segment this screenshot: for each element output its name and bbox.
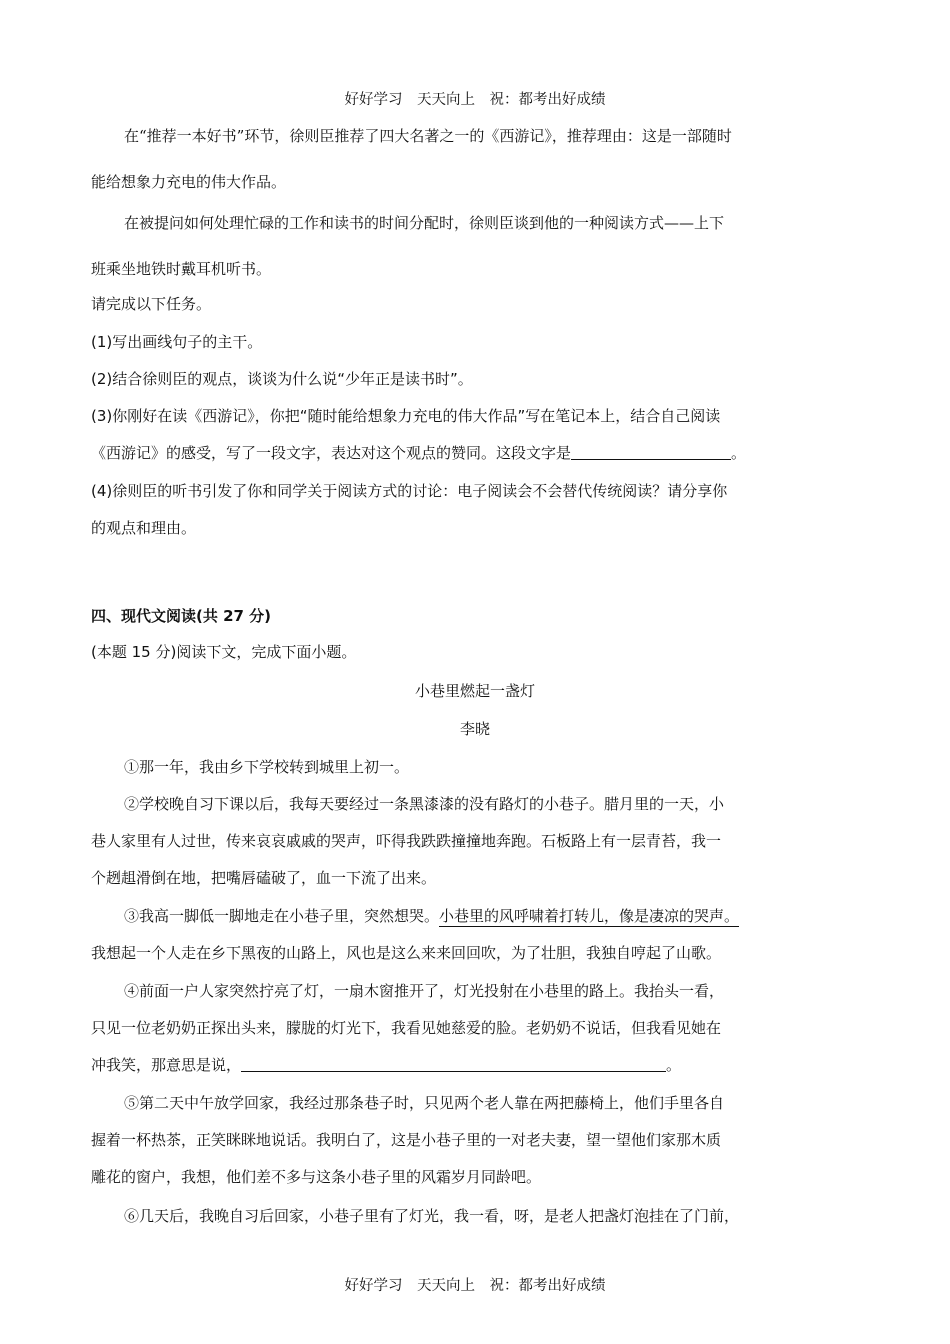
article-paragraph-4-cont: 只见一位老奶奶正探出头来，朦胧的灯光下，我看见她慈爱的脸。老奶奶不说话，但我看见她在 — [91, 1019, 722, 1037]
intro-paragraph-2-cont: 班乘坐地铁时戴耳机听书。 — [91, 260, 272, 278]
intro-paragraph-1-cont: 能给想象力充电的伟大作品。 — [91, 173, 287, 191]
section-title: 四、现代文阅读(共 27 分) — [91, 607, 272, 625]
article-paragraph-1: ①那一年，我由乡下学校转到城里上初一。 — [124, 758, 410, 776]
article-paragraph-5-cont: 握着一杯热茶，正笑眯眯地说话。我明白了，这是小巷子里的一对老夫妻，望一望他们家那木质 — [91, 1131, 722, 1149]
page-footer: 好好学习 天天向上 祝：都考出好成绩 — [344, 1278, 606, 1294]
article-paragraph-6: ⑥几天后，我晚自习后回家，小巷子里有了灯光，我一看，呀，是老人把盏灯泡挂在了门前， — [124, 1207, 740, 1225]
article-author: 李晓 — [459, 720, 490, 738]
article-paragraph-4: ④前面一户人家突然拧亮了灯，一扇木窗推开了，灯光投射在小巷里的路上。我抬头一看， — [124, 982, 725, 1000]
answer-blank[interactable] — [571, 445, 731, 460]
article-paragraph-3-cont: 我想起一个人走在乡下黑夜的山路上，风也是这么来来回回吹，为了壮胆，我独自哼起了山歌。 — [91, 944, 722, 962]
page-header: 好好学习 天天向上 祝：都考出好成绩 — [344, 92, 606, 108]
task-2: (2)结合徐则臣的观点，谈谈为什么说“少年正是读书时”。 — [91, 370, 473, 388]
intro-paragraph-1: 在“推荐一本好书”环节，徐则臣推荐了四大名著之一的《西游记》，推荐理由：这是一部随时 — [124, 127, 732, 145]
tasks-lead: 请完成以下任务。 — [91, 295, 212, 313]
task-4-cont: 的观点和理由。 — [91, 519, 197, 537]
task-3-text: 《西游记》的感受，写了一段文字，表达对这个观点的赞同。这段文字是 — [91, 444, 572, 462]
paragraph-3-text: ③我高一脚低一脚地走在小巷子里，突然想哭。 — [124, 907, 440, 925]
article-paragraph-2-cont: 个趔趄滑倒在地，把嘴唇磕破了，血一下流了出来。 — [91, 869, 437, 887]
task-1: (1)写出画线句子的主干。 — [91, 333, 263, 351]
answer-blank[interactable] — [241, 1057, 666, 1072]
section-subtitle: (本题 15 分)阅读下文，完成下面小题。 — [91, 643, 357, 661]
underlined-sentence: 小巷里的风呼啸着打转儿，像是凄凉的哭声。 — [439, 907, 740, 925]
paragraph-4-text: 冲我笑，那意思是说， — [91, 1056, 242, 1074]
intro-paragraph-2: 在被提问如何处理忙碌的工作和读书的时间分配时，徐则臣谈到他的一种阅读方式——上下 — [124, 214, 725, 232]
article-paragraph-5: ⑤第二天中午放学回家，我经过那条巷子时，只见两个老人靠在两把藤椅上，他们手里各自 — [124, 1094, 725, 1112]
task-3-cont — [91, 443, 746, 463]
article-title: 小巷里燃起一盏灯 — [414, 682, 535, 700]
article-paragraph-2: ②学校晚自习下课以后，我每天要经过一条黑漆漆的没有路灯的小巷子。腊月里的一天，小 — [124, 795, 725, 813]
article-paragraph-2-cont: 巷人家里有人过世，传来哀哀戚戚的哭声，吓得我跌跌撞撞地奔跑。石板路上有一层青苔，我一 — [91, 832, 722, 850]
article-paragraph-5-cont: 雕花的窗户，我想，他们差不多与这条小巷子里的风霜岁月同龄吧。 — [91, 1168, 542, 1186]
article-paragraph-3 — [124, 906, 739, 926]
task-3: (3)你刚好在读《西游记》，你把“随时能给想象力充电的伟大作品”写在笔记本上，结合自己阅读 — [91, 407, 721, 425]
task-4: (4)徐则臣的听书引发了你和同学关于阅读方式的讨论：电子阅读会不会替代传统阅读？请分享你 — [91, 482, 728, 500]
task-3-end: 。 — [731, 444, 747, 462]
article-paragraph-4-cont — [91, 1055, 681, 1075]
paragraph-4-end: 。 — [666, 1056, 682, 1074]
